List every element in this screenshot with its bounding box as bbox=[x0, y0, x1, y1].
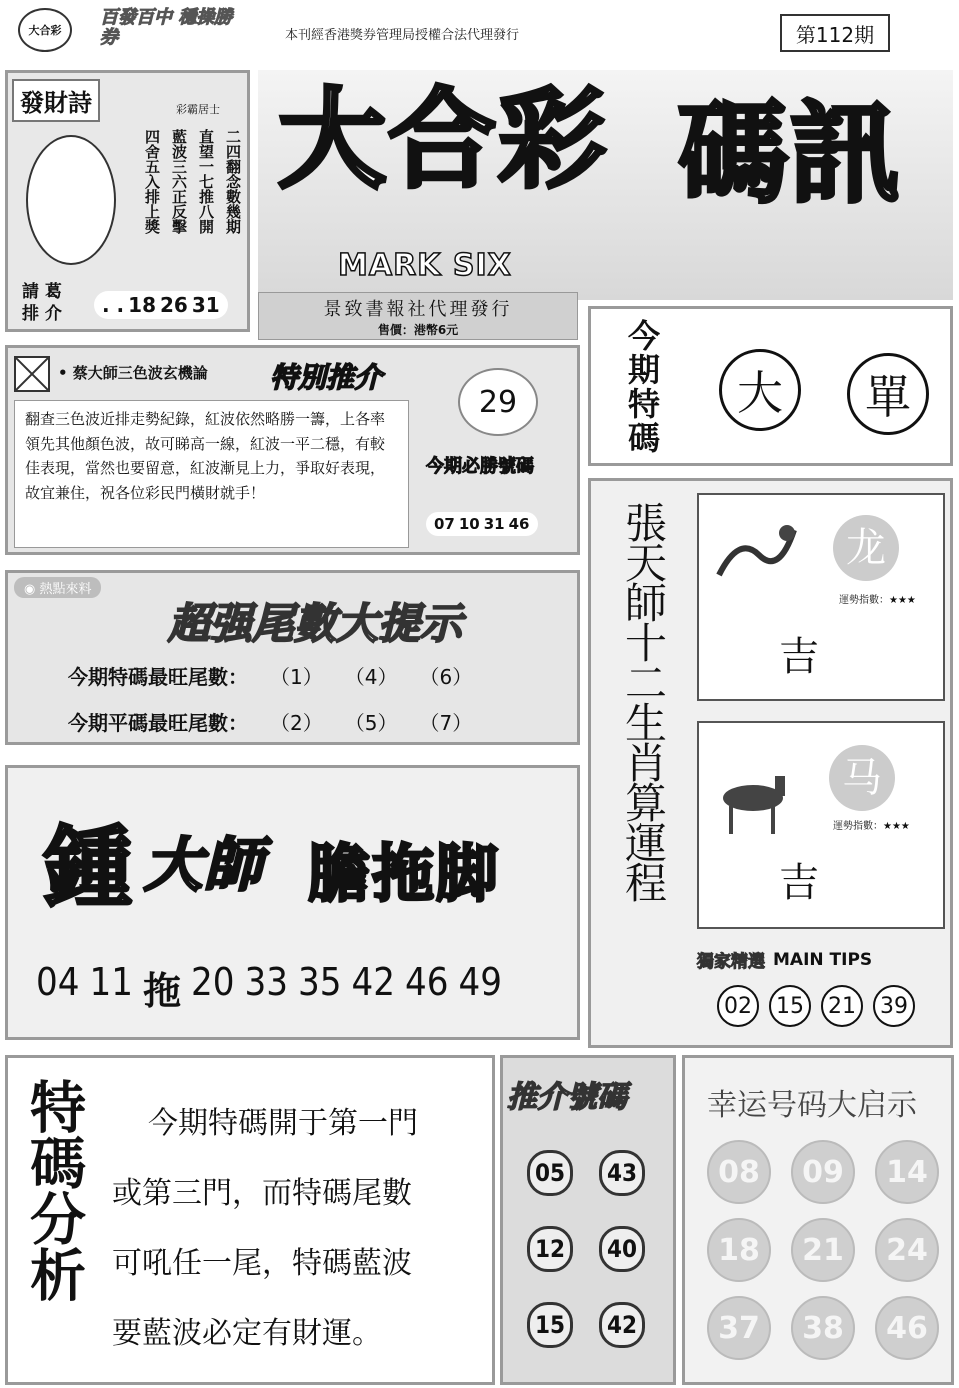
masthead bbox=[258, 70, 953, 300]
main-tips-numbers bbox=[717, 985, 925, 1027]
dragon-icon bbox=[709, 515, 799, 595]
special-code-label: 今期特碼 bbox=[623, 319, 661, 455]
recommend-row bbox=[527, 1302, 645, 1348]
special-tag: 特別推介 bbox=[270, 361, 383, 394]
fortune-label: 運勢指數：★★★ bbox=[839, 595, 916, 606]
distributor-text: 景致書報社代理發行 bbox=[323, 299, 513, 320]
zhong-number: 46 bbox=[405, 960, 449, 1004]
ranking-label: 請 葛 排 介 bbox=[22, 282, 62, 324]
fortune-label: 運勢指數：★★★ bbox=[833, 821, 910, 832]
recommend-number: 43 bbox=[599, 1150, 645, 1196]
lucky-number: 24 bbox=[875, 1218, 939, 1282]
tail-tips-title: 超强尾數大提示 bbox=[168, 599, 463, 648]
lucky-grid bbox=[707, 1140, 939, 1360]
lucky-number: 09 bbox=[791, 1140, 855, 1204]
poem-column: 四舍五入排上獎 bbox=[143, 129, 161, 234]
analysis-panel bbox=[5, 1055, 495, 1385]
analysis-line: 要藍波必定有財運。 bbox=[112, 1316, 382, 1351]
lucky-number: 46 bbox=[875, 1296, 939, 1360]
poem-box bbox=[5, 70, 250, 332]
tip-number: 21 bbox=[821, 985, 863, 1027]
recommend-panel bbox=[500, 1055, 676, 1385]
masthead-subtitle: 碼訊 bbox=[678, 93, 902, 216]
zhong-title-1: 鍾 bbox=[44, 818, 135, 917]
zodiac-char: 龙 bbox=[833, 515, 899, 581]
zhong-number: 11 bbox=[89, 960, 133, 1004]
logo-badge bbox=[18, 8, 72, 52]
recommend-number: 12 bbox=[527, 1226, 573, 1272]
tip-number: 15 bbox=[769, 985, 811, 1027]
recommend-title: 推介號碼 bbox=[507, 1080, 627, 1115]
analysis-line: 可吼任一尾，特碼藍波 bbox=[112, 1246, 412, 1281]
main-tips-en: MAIN TIPS bbox=[773, 949, 873, 970]
analysis-line: 或第三門，而特碼尾數 bbox=[112, 1176, 412, 1211]
analysis-title: 特碼分析 bbox=[21, 1078, 86, 1302]
special-code-item-odd: 單 bbox=[847, 353, 929, 435]
lucky-number: 08 bbox=[707, 1140, 771, 1204]
zhong-number: 04 bbox=[36, 960, 80, 1004]
logo-text: 大合彩 bbox=[28, 24, 62, 37]
poem-column: 直望一七推八開 bbox=[197, 129, 215, 234]
checkbox-icon bbox=[14, 356, 50, 392]
zhong-number: 33 bbox=[244, 960, 289, 1004]
lucky-panel bbox=[682, 1055, 954, 1385]
lucky-number: 38 bbox=[791, 1296, 855, 1360]
tail-tips-panel bbox=[5, 570, 580, 745]
special-code-item-big: 大 bbox=[719, 349, 801, 431]
masthead-title: 大合彩 bbox=[278, 79, 609, 200]
must-win-number: 07 bbox=[434, 515, 455, 533]
ranking-number: 18 bbox=[128, 293, 157, 317]
must-win-number: 46 bbox=[508, 515, 530, 533]
zhong-number: 35 bbox=[298, 960, 342, 1004]
tip-number: 39 bbox=[873, 985, 915, 1027]
drag-word: 拖 bbox=[143, 969, 182, 1013]
ranking-number: 31 bbox=[191, 293, 220, 317]
poem-columns bbox=[142, 129, 244, 279]
price-text: 售價：港幣6元 bbox=[377, 323, 459, 337]
tail-tips-row: 今期平碼最旺尾數： （2） （5） （7） bbox=[68, 711, 473, 735]
recommend-row bbox=[527, 1150, 645, 1196]
big-number: 29 bbox=[478, 384, 518, 420]
zodiac-title: 張天師十二生肖算運程 bbox=[619, 501, 668, 901]
lucky-title: 幸运号码大启示 bbox=[707, 1088, 917, 1123]
special-panel bbox=[5, 345, 580, 555]
must-win-number: 10 bbox=[458, 515, 480, 533]
poem-image-oval bbox=[26, 135, 116, 265]
zodiac-result: 吉 bbox=[779, 634, 819, 680]
recommend-row bbox=[527, 1226, 645, 1272]
ranking-numbers: . . 18 26 31 bbox=[94, 291, 228, 319]
zhong-numbers bbox=[36, 960, 502, 1015]
zodiac-card bbox=[697, 493, 945, 701]
tail-tips-row: 今期特碼最旺尾數： （1） （4） （6） bbox=[68, 665, 473, 689]
recommend-number: 42 bbox=[599, 1302, 645, 1348]
analysis-line: 今期特碼開于第一門 bbox=[148, 1106, 418, 1141]
lucky-number: 14 bbox=[875, 1140, 939, 1204]
zhong-panel bbox=[5, 765, 580, 1040]
issue-number: 第112期 bbox=[795, 22, 875, 47]
tail-tips-badge: ◉ 熱點來料 bbox=[14, 577, 101, 598]
zhong-title-2: 大師 bbox=[144, 833, 265, 898]
main-tips-header bbox=[697, 947, 945, 972]
poem-column: 藍波三六正反擊 bbox=[170, 129, 188, 234]
special-code-panel bbox=[588, 306, 953, 466]
zodiac-result: 吉 bbox=[779, 860, 819, 906]
poem-author: 彩霸居士 bbox=[176, 103, 220, 116]
must-win-label: 今期必勝號碼 bbox=[426, 456, 534, 477]
zhong-number: 20 bbox=[191, 960, 235, 1004]
zodiac-char: 马 bbox=[829, 745, 895, 811]
fortune-stars: ★★★ bbox=[883, 821, 910, 832]
special-header-item: • 蔡大師三色波玄機論 bbox=[58, 364, 208, 382]
mark-six-brand: MARK SIX bbox=[338, 248, 512, 283]
must-win-numbers bbox=[426, 512, 538, 536]
recommend-number: 05 bbox=[527, 1150, 573, 1196]
fortune-stars: ★★★ bbox=[889, 595, 916, 606]
must-win-number: 31 bbox=[483, 515, 505, 533]
tip-number: 02 bbox=[717, 985, 759, 1027]
big-number-circle bbox=[458, 368, 538, 436]
special-text: 翻查三色波近排走勢紀錄，紅波依然略勝一籌，上各率領先其他顏色波，故可睇高一線，紅波一平二穩，有較佳表現，當然也要留意，紅波漸見上力，爭取好表現，故宜兼住，祝各位彩民門橫財就手！ bbox=[14, 400, 409, 548]
zodiac-panel bbox=[588, 478, 953, 1048]
header-notice: 本刊經香港獎券管理局授權合法代理發行 bbox=[285, 28, 520, 43]
lucky-number: 37 bbox=[707, 1296, 771, 1360]
slogan: 百發百中 穩操勝券 bbox=[100, 7, 233, 48]
recommend-number: 40 bbox=[599, 1226, 645, 1272]
horse-icon bbox=[709, 768, 799, 838]
lucky-number: 18 bbox=[707, 1218, 771, 1282]
issue-box bbox=[780, 14, 890, 52]
recommend-number: 15 bbox=[527, 1302, 573, 1348]
distributor-bar bbox=[258, 292, 578, 340]
zhong-title-3: 膽拖脚 bbox=[308, 840, 501, 909]
zodiac-card bbox=[697, 721, 945, 929]
ranking-number: 26 bbox=[160, 293, 188, 317]
poem-title: 發財詩 bbox=[12, 79, 100, 122]
zhong-number: 49 bbox=[458, 960, 503, 1004]
lucky-number: 21 bbox=[791, 1218, 855, 1282]
main-tips-cn: 獨家精選 bbox=[697, 952, 765, 972]
poem-column: 二四翻念數幾期 bbox=[224, 129, 242, 234]
zhong-number: 42 bbox=[351, 960, 396, 1004]
